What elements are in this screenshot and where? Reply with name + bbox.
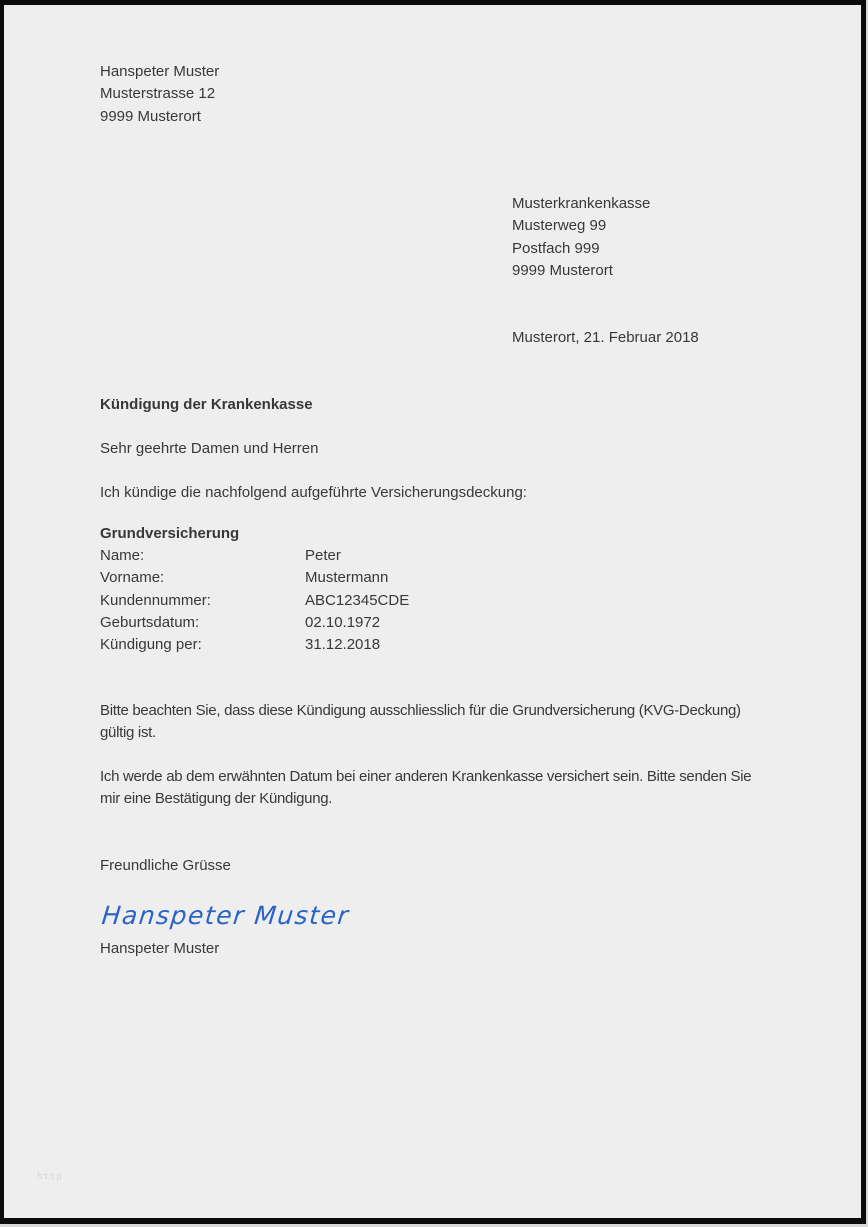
sender-city: 9999 Musterort [100, 107, 201, 125]
closing-line: Freundliche Grüsse [100, 857, 231, 874]
sender-address [100, 61, 219, 128]
policy-row-name [100, 545, 600, 567]
body-paragraph-confirmation-request: Ich werde ab dem erwähnten Datum bei einer anderen Krankenkasse versichert sein. Bitte senden Sie mir eine Bestätigung der Kündigung. [100, 768, 752, 808]
body-paragraph-kvg-note: Bitte beachten Sie, dass diese Kündigung ausschliesslich für die Grundversicherung (KVG-Deckung) gültig ist. [100, 702, 741, 742]
watermark-text: http [37, 1172, 63, 1182]
policy-label-kundennummer: Kundennummer: [100, 591, 211, 609]
recipient-pobox: Postfach 999 [512, 239, 600, 257]
sender-name: Hanspeter Muster [100, 63, 220, 80]
sender-street: Musterstrasse 12 [100, 85, 216, 103]
policy-row-geburtsdatum [100, 612, 600, 634]
signer-name: Hanspeter Muster [100, 940, 220, 957]
policy-row-kundennummer [100, 590, 600, 612]
policy-value-name: Peter [305, 547, 341, 564]
recipient-name: Musterkrankenkasse [512, 195, 651, 212]
recipient-address [512, 193, 650, 282]
policy-value-kundennummer: ABC12345CDE [305, 591, 410, 609]
policy-label-kuendigung-per: Kündigung per: [100, 636, 202, 654]
subject-line: Kündigung der Krankenkasse [100, 396, 313, 413]
policy-label-vorname: Vorname: [100, 569, 165, 587]
recipient-city: 9999 Musterort [512, 261, 613, 279]
policy-value-kuendigung-per: 31.12.2018 [305, 636, 381, 654]
policy-label-name: Name: [100, 547, 145, 564]
salutation: Sehr geehrte Damen und Herren [100, 440, 319, 457]
intro-line: Ich kündige die nachfolgend aufgeführte Versicherungsdeckung: [100, 484, 527, 501]
policy-heading: Grundversicherung [100, 525, 240, 542]
policy-row-kuendigung-per [100, 634, 600, 656]
policy-row-vorname [100, 567, 600, 589]
policy-value-vorname: Mustermann [305, 569, 389, 587]
policy-table [100, 545, 600, 656]
policy-value-geburtsdatum: 02.10.1972 [305, 613, 381, 631]
recipient-street: Musterweg 99 [512, 217, 607, 235]
policy-label-geburtsdatum: Geburtsdatum: [100, 613, 200, 631]
date-line: Musterort, 21. Februar 2018 [512, 329, 699, 346]
signature: Hanspeter Muster [100, 901, 351, 930]
